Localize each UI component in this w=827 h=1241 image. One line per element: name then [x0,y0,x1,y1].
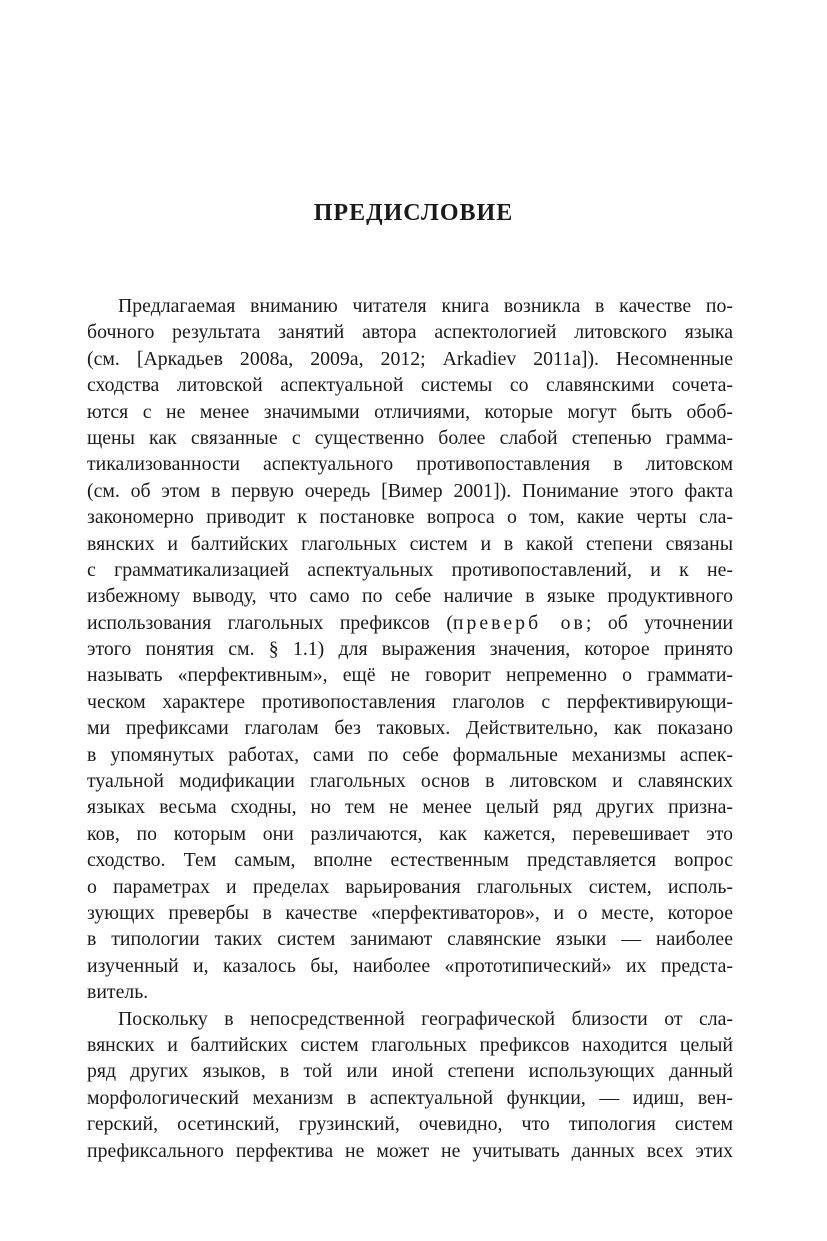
text-line: тикализованности аспектуального противопоставления в литовском [87,453,733,476]
text-line: этого понятия см. § 1.1) для выражения значения, которое принято [87,638,733,661]
page-title: ПРЕДИСЛОВИЕ [313,200,514,226]
body-text [87,293,733,1164]
text-line: ков, по которым они различаются, как кажется, перевешивает это [87,822,733,845]
text-line: бочного результата занятий автора аспектологией литовского языка [87,321,733,344]
text-line: ми префиксами глаголам без таковых. Действительно, как показано [87,717,733,740]
text-line: сходство. Тем самым, вполне естественным представляется вопрос [87,849,733,872]
text-line: изученный и, казалось бы, наиболее «прототипический» их предста- [87,954,733,977]
emphasized-term: преверб ов [452,611,586,634]
text-line: зующих превербы в качестве «перфективаторов», и о месте, которое [87,901,733,924]
text-line: (см. об этом в первую очередь [Вимер 2001]). Понимание этого факта [87,479,733,502]
text-line: называть «перфективным», ещё не говорит непременно о граммати- [87,664,733,687]
text-segment: ; об уточнении [585,611,733,634]
text-line: (см. [Аркадьев 2008а, 2009а, 2012; Arkadiev 2011а]). Несомненные [87,347,733,370]
text-line: ются с не менее значимыми отличиями, которые могут быть обоб- [87,400,733,423]
text-line: вянских и балтийских систем глагольных префиксов находится целый [87,1033,733,1056]
text-line: Поскольку в непосредственной географической близости от сла- [118,1007,733,1030]
text-line: закономерно приводит к постановке вопроса о том, какие черты сла- [87,506,733,529]
text-line: языках весьма сходны, но тем не менее целый ряд других призна- [87,796,733,819]
text-line: о параметрах и пределах варьирования глагольных систем, исполь- [87,875,733,898]
text-line: избежному выводу, что само по себе наличие в языке продуктивного [87,585,733,608]
text-line: префиксального перфектива не может не учитывать данных всех этих [87,1139,733,1162]
text-line-with-emphasis [87,610,733,636]
text-line: в типологии таких систем занимают славянские языки — наиболее [87,928,733,951]
text-line: с грамматикализацией аспектуальных противопоставлений, и к не- [87,558,733,581]
text-line: витель. [87,981,149,1004]
text-line: герский, осетинский, грузинский, очевидно, что типология систем [87,1113,733,1136]
text-line: сходства литовской аспектуальной системы со славянскими сочета- [87,374,733,397]
text-line: Предлагаемая вниманию читателя книга возникла в качестве по- [118,295,733,317]
text-line: морфологический механизм в аспектуальной функции, — идиш, вен- [87,1086,733,1109]
text-segment: использования глагольных префиксов ( [87,611,453,634]
text-line: ряд других языков, в той или иной степени использующих данный [87,1060,733,1083]
text-line: туальной модификации глагольных основ в литовском и славянских [87,770,733,793]
text-line: ческом характере противопоставления глаголов с перфективирующи- [87,690,733,713]
text-line: щены как связанные с существенно более слабой степенью граммa- [87,426,733,449]
text-line: в упомянутых работах, сами по себе формальные механизмы аспек- [87,743,733,766]
text-line: вянских и балтийских глагольных систем и в какой степени связаны [87,532,733,555]
